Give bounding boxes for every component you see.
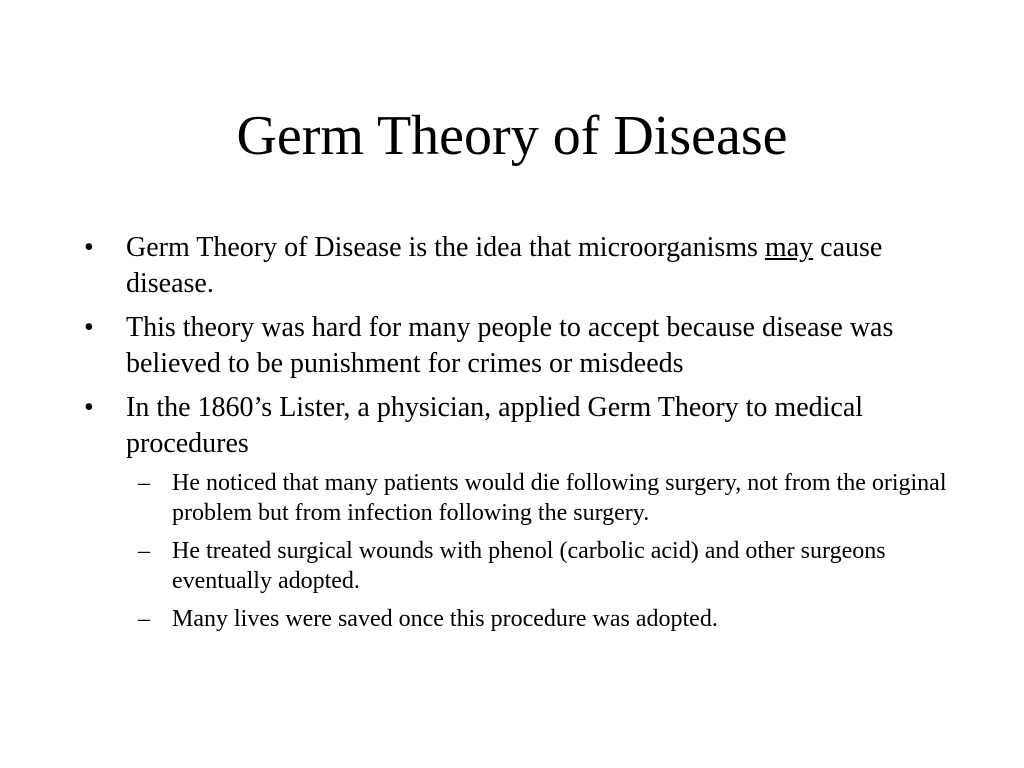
- bullet-text: This theory was hard for many people to accept because disease was believed to be punishment for crimes or misdeeds: [126, 312, 894, 379]
- sub-bullet-marker: –: [138, 538, 150, 564]
- bullet-list: [80, 230, 960, 642]
- bullet-marker: •: [84, 312, 94, 343]
- bullet-marker: •: [84, 232, 94, 263]
- bullet-text-part: Germ Theory of Disease is the idea that microorganisms: [126, 232, 765, 263]
- sub-bullet-text: He treated surgical wounds with phenol (carbolic acid) and other surgeons eventually adopted.: [172, 538, 886, 594]
- sub-bullet-marker: –: [138, 470, 150, 496]
- bullet-text: [126, 232, 882, 299]
- underlined-word: may: [764, 232, 814, 263]
- bullet-item: [80, 310, 960, 382]
- sub-bullet-item: [126, 536, 960, 596]
- bullet-text-part: cause disease.: [126, 232, 883, 299]
- sub-bullet-list: [126, 468, 960, 634]
- bullet-text: In the 1860’s Lister, a physician, applied Germ Theory to medical procedures: [126, 392, 864, 459]
- bullet-item: [80, 230, 960, 302]
- sub-bullet-item: [126, 604, 960, 634]
- slide-title: Germ Theory of Disease: [236, 105, 788, 167]
- bullet-marker: •: [84, 392, 94, 423]
- sub-bullet-item: [126, 468, 960, 528]
- sub-bullet-text: Many lives were saved once this procedure was adopted.: [172, 606, 718, 632]
- sub-bullet-marker: –: [138, 606, 150, 632]
- sub-bullet-text: He noticed that many patients would die following surgery, not from the original problem but from infection following the surgery.: [172, 470, 947, 526]
- bullet-item: [80, 390, 960, 634]
